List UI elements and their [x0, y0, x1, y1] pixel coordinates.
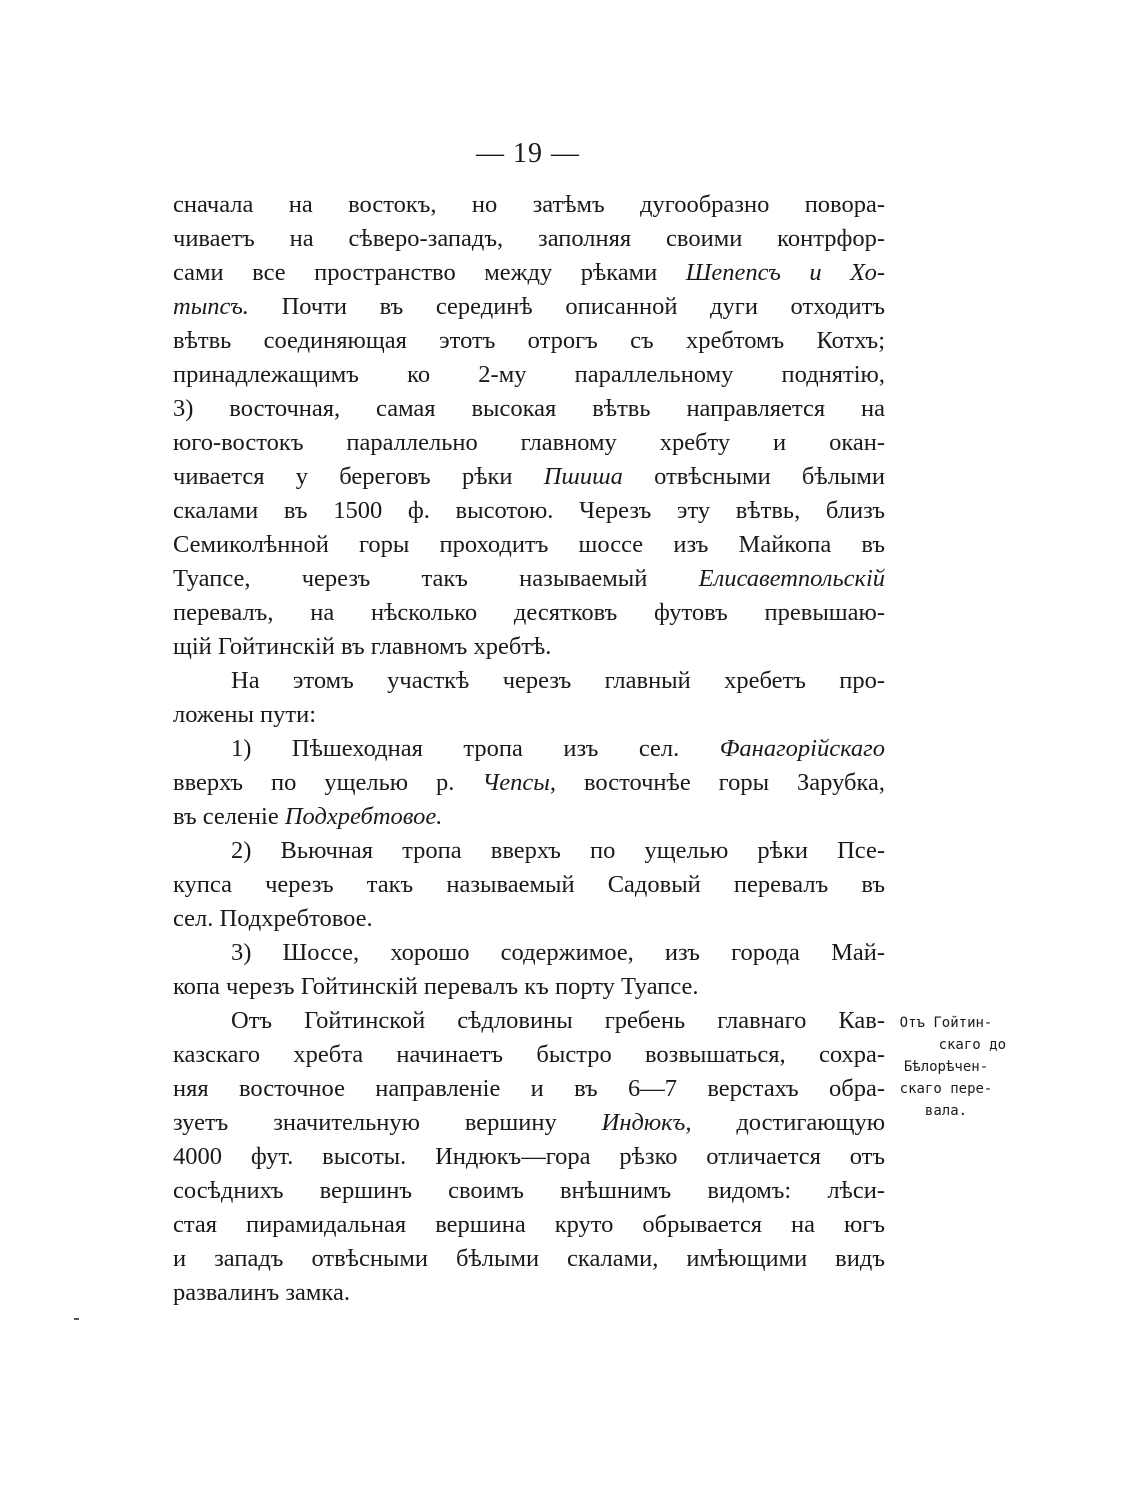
text-line: 2) Вьючная тропа вверхъ по ущелью рѣки Псе- [231, 837, 885, 864]
text-line: вѣтвь соединяющая этотъ отрогъ съ хребтомъ Котхъ; [173, 327, 885, 354]
text-line: сначала на востокъ, но затѣмъ дугообразно повора- [173, 191, 885, 218]
text-line: няя восточное направленіе и въ 6—7 верстахъ обра- [173, 1075, 885, 1102]
main-text [173, 188, 885, 1310]
text-line: перевалъ, на нѣсколько десятковъ футовъ превышаю- [173, 599, 885, 626]
italic-place-name: Чепсы, [482, 769, 556, 796]
text-line: 1) Пѣшеходная тропа изъ сел. Фанагорійскаго [231, 735, 885, 762]
text-line: тыпсъ. Почти въ серединѣ описанной дуги отходитъ [173, 293, 886, 320]
text-line: 4000 фут. высоты. Индюкъ—гора рѣзко отличается отъ [173, 1143, 885, 1170]
italic-place-name: Индюкъ, [601, 1109, 692, 1136]
text-line: копа черезъ Гойтинскій перевалъ къ порту Туапсе. [173, 973, 699, 1000]
text-line: ложены пути: [173, 701, 317, 728]
text-line: Отъ Гойтинской сѣдловины гребень главнаго Кав- [231, 1007, 885, 1034]
text-line: 3) восточная, самая высокая вѣтвь направляется на [173, 395, 885, 422]
italic-place-name: Фанагорійскаго [719, 735, 885, 762]
text-line: стая пирамидальная вершина круто обрывается на югъ [173, 1211, 885, 1238]
text-line: сосѣднихъ вершинъ своимъ внѣшнимъ видомъ: лѣси- [173, 1177, 885, 1204]
text-line: 3) Шоссе, хорошо содержимое, изъ города Май- [231, 939, 885, 966]
text-line: купса черезъ такъ называемый Садовый перевалъ въ [173, 871, 885, 898]
margin-note-line: Бѣлорѣчен- [903, 1059, 989, 1075]
text-line: принадлежащимъ ко 2-му параллельному поднятію, [173, 361, 885, 388]
text-line: зуетъ значительную вершину Индюкъ, достигающую [173, 1109, 885, 1136]
italic-place-name: Шепепсъ и Хо- [685, 259, 885, 286]
text-line: сел. Подхребтовое. [173, 905, 373, 932]
text-line: развалинъ замка. [173, 1279, 350, 1306]
margin-note [886, 1012, 1006, 1122]
italic-place-name: Подхребтовое. [284, 803, 443, 830]
scan-speck [74, 1318, 79, 1320]
text-line: чиваетъ на сѣверо-западъ, заполняя своими контрфор- [173, 225, 885, 252]
italic-place-name: Пшиша [543, 463, 623, 490]
italic-place-name: тыпсъ. [173, 293, 249, 320]
text-line: юго-востокъ параллельно главному хребту и окан- [173, 429, 885, 456]
text-line: скалами въ 1500 ф. высотою. Черезъ эту вѣтвь, близъ [173, 497, 885, 524]
margin-note-line: скаго до [938, 1037, 1006, 1053]
text-line: вверхъ по ущелью р. Чепсы, восточнѣе горы Зарубка, [173, 769, 886, 796]
text-line: Семиколѣнной горы проходитъ шоссе изъ Майкопа въ [173, 531, 885, 558]
text-line: въ селеніе Подхребтовое. [173, 803, 443, 830]
text-line: На этомъ участкѣ черезъ главный хребетъ про- [231, 667, 885, 694]
text-line: Туапсе, черезъ такъ называемый Елисаветпольскій [173, 565, 886, 592]
text-line: сами все пространство между рѣками Шепепсъ и Хо- [173, 259, 885, 286]
margin-note-line: вала. [924, 1103, 968, 1119]
text-line: чивается у береговъ рѣки Пшиша отвѣсными бѣлыми [173, 463, 885, 490]
margin-note-line: скаго пере- [899, 1081, 993, 1097]
page-number: — 19 — [476, 138, 580, 169]
margin-note-line: Отъ Гойтин- [899, 1015, 993, 1031]
text-line: и западъ отвѣсными бѣлыми скалами, имѣющими видъ [173, 1245, 885, 1272]
text-line: казскаго хребта начинаетъ быстро возвышаться, сохра- [173, 1041, 885, 1068]
italic-place-name: Елисаветпольскій [698, 565, 886, 592]
text-line: щій Гойтинскій въ главномъ хребтѣ. [173, 633, 552, 660]
